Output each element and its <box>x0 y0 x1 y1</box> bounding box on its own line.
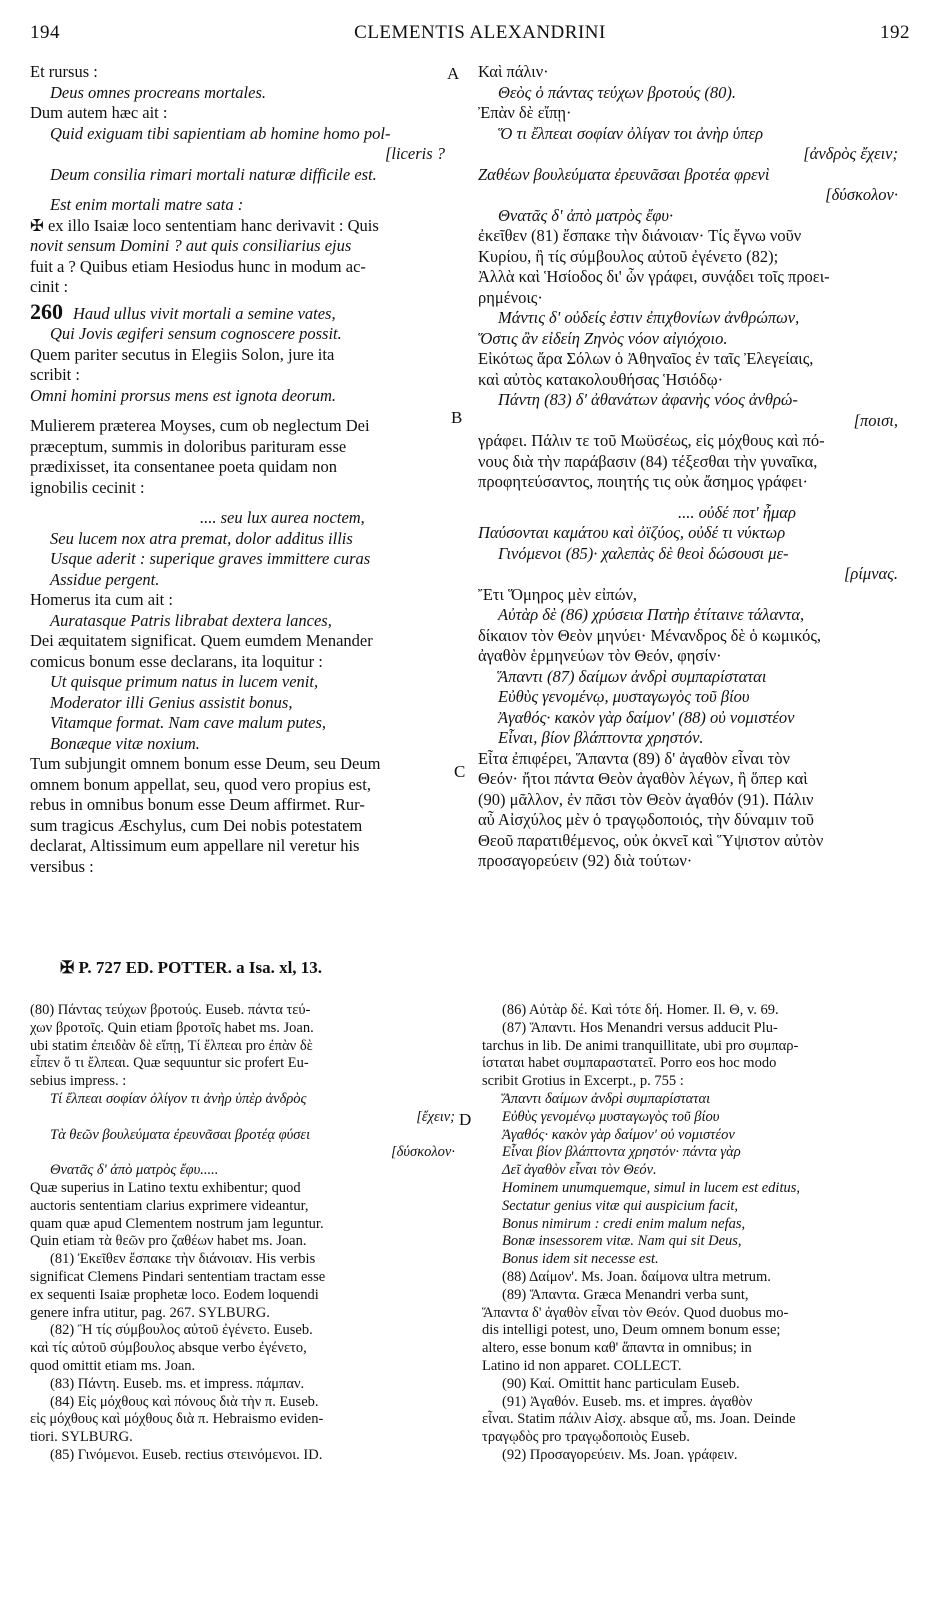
text-line: Ἀλλὰ καὶ Ἡσίοδος δι' ὧν γράφει, συνᾴδει τοῖς προει- <box>478 267 830 286</box>
text-line: comicus bonum esse declarans, ita loquitur : <box>30 651 323 671</box>
verse-line: Ζαθέων βουλεύματα ἐρευνᾶσαι βροτέα φρενὶ <box>478 164 770 184</box>
text-line: prædixisset, ita consentanee poeta quidam non <box>30 457 338 476</box>
verse-line: Θεὸς ὁ πάντας τεύχων βροτούς (80). <box>498 82 737 102</box>
text-line: (90) μᾶλλον, ἐν πᾶσι τὸν Θεὸν ἀγαθόν (91). Πάλιν <box>478 789 814 809</box>
verse-line: Ὅ τι ἔλπεαι σοφίαν ὀλίγαν τοι ἀνὴρ ὑπερ <box>498 123 763 143</box>
footnote-line: (82) Ἢ τίς σύμβουλος αὐτοῦ ἐγένετο. Euseb. <box>50 1322 313 1339</box>
verse-line: .... seu lux aurea noctem, <box>200 508 365 527</box>
text-line: versibus : <box>30 856 94 876</box>
verse-line: [δύσκολον· <box>825 185 898 204</box>
text-line: ignobilis cecinit : <box>30 477 145 497</box>
footnote-line: (91) Ἀγαθόν. Euseb. ms. et impres. ἀγαθὸν <box>502 1393 753 1410</box>
footnote-line: Latino id non apparet. COLLECT. <box>482 1357 682 1374</box>
footnote-line: (84) Εἰς μόχθους καὶ πόνους διὰ τὴν π. Euseb. <box>50 1393 319 1410</box>
text-line: γράφει. Πάλιν τε τοῦ Μωϋσέως, εἰς μόχθους καὶ πό- <box>478 431 825 450</box>
text-line: Et rursus : <box>30 62 98 81</box>
text-line: ρημένοις· <box>478 287 543 307</box>
verse-line: Usque aderit : superique graves immittere curas <box>50 549 371 568</box>
footnote-line: quod omittit etiam ms. Joan. <box>30 1357 196 1374</box>
text-line: ✠ ex illo Isaiæ loco sententiam hanc derivavit : Quis <box>30 215 379 235</box>
verse-line: Γινόμενοι (85)· χαλεπὰς δὲ θεοὶ δώσουσι με- <box>498 543 789 563</box>
footnote-verse: Τὰ θεῶν βουλεύματα ἐρευνᾶσαι βροτέᾳ φύσει <box>50 1126 311 1143</box>
verse-line: Bonæque vitæ noxium. <box>50 733 200 753</box>
footnote-verse: Sectatur genius vitæ qui auspicium facit, <box>502 1197 739 1214</box>
text-line: νους διὰ τὴν παράβασιν (84) τέξεσθαι τὴν γυναῖκα, <box>478 451 818 471</box>
verse-line: [ποισι, <box>853 410 898 430</box>
footnote-line: ex sequenti Isaiæ prophetæ loco. Eodem loquendi <box>30 1286 319 1303</box>
verse-line: Haud ullus vivit mortali a semine vates, <box>73 303 336 323</box>
footnote-verse: Θνατᾶς δ' ἀπὸ ματρὸς ἔφυ..... <box>50 1162 219 1179</box>
footnote-line: tarchus in lib. De animi tranquillitate, ubi pro συμπαρ- <box>482 1037 799 1054</box>
footnote-line: εἰς μόχθους καὶ μόχθους διὰ π. Hebraismo eviden- <box>30 1411 324 1428</box>
text-line: Θεοῦ παρατιθέμενος, οὐκ ὀκνεῖ καὶ Ὕψιστον αὐτὸν <box>478 830 824 850</box>
text-line: Εἶτα ἐπιφέρει, Ἅπαντα (89) δ' ἀγαθὸν εἶναι τὸν <box>478 748 790 768</box>
text-line: προσαγορεύειν (92) διὰ τούτων· <box>478 851 693 870</box>
footnote-verse: Bonæ insessorem vitæ. Nam qui sit Deus, <box>502 1233 742 1250</box>
page-number-left: 194 <box>30 22 60 43</box>
text-line: scribit : <box>30 365 80 384</box>
footnotes-left <box>30 1002 455 1465</box>
footnote-line: scribit Grotius in Excerpt., p. 755 : <box>482 1073 684 1090</box>
verse-line: Qui Jovis ægiferi sensum cognoscere possit. <box>50 324 342 343</box>
verse-line: Θνατᾶς δ' ἀπὸ ματρὸς ἔφυ· <box>498 205 674 225</box>
footnote-line: ubi statim ἐπειδὰν δὲ εἴπῃ, Τί ἔλπεαι pro ἐπὰν δὲ <box>30 1037 313 1054</box>
footnote-line: (83) Πάντη. Euseb. ms. et impress. πάμπαν. <box>50 1375 305 1392</box>
margin-marker-a: A <box>447 64 460 83</box>
text-line: Homerus ita cum ait : <box>30 590 173 609</box>
footnote-line: Quæ superius in Latino textu exhibentur; quod <box>30 1179 301 1196</box>
text-line: sum tragicus Æschylus, cum Dei nobis potestatem <box>30 815 363 835</box>
verse-line: Auratasque Patris librabat dextera lances, <box>50 610 332 630</box>
text-line: καὶ αὐτὸς κατακολουθήσας Ἡσιόδῳ· <box>478 369 724 389</box>
footnote-verse: Εὐθὺς γενομένῳ μυσταγωγὸς τοῦ βίου <box>502 1108 720 1125</box>
verse-line: Vitamque format. Nam cave malum putes, <box>50 713 327 732</box>
verse-line: [ρίμνας. <box>843 564 898 583</box>
verse-line: Deum consilia rimari mortali naturæ difficile est. <box>50 164 377 184</box>
footnotes-right <box>482 1002 902 1465</box>
footnote-line: altero, esse bonum καθ' ἅπαντα in omnibus; in <box>482 1340 752 1357</box>
text-line: ἐκεῖθεν (81) ἔσπακε τὴν διάνοιαν· Τίς ἔγνω νοῦν <box>478 226 802 245</box>
footnote-line: (81) Ἐκεῖθεν ἔσπακε τὴν διάνοιαν. His verbis <box>50 1251 316 1268</box>
footnote-line: εἶναι. Statim πάλιν Αἰσχ. absque αὖ, ms. Joan. Deinde <box>482 1411 796 1428</box>
footnote-verse: [ἔχειν; <box>416 1108 455 1125</box>
footnote-line: χων βροτοῖς. Quin etiam βροτοῖς habet ms. Joan. <box>30 1019 314 1036</box>
footnote-line: significat Clemens Pindari sententiam tractam esse <box>30 1268 326 1285</box>
greek-column <box>478 62 898 872</box>
verse-line: Εὐθὺς γενομένῳ, μυσταγωγὸς τοῦ βίου <box>498 687 750 706</box>
text-line: declarat, Altissimum eum appellare nil veretur his <box>30 836 360 855</box>
footnote-line: (90) Καί. Omittit hanc particulam Euseb. <box>502 1375 740 1392</box>
verse-line: Deus omnes procreans mortales. <box>50 82 267 102</box>
footnote-line: sebius impress. : <box>30 1073 127 1090</box>
footnote-verse: [δύσκολον· <box>391 1144 455 1161</box>
verse-line: Ἅπαντι (87) δαίμων ἀνδρὶ συμπαρίσταται <box>498 666 767 686</box>
footnote-line: καὶ τίς αὐτοῦ σύμβουλος absque verbo ἐγένετο, <box>30 1340 307 1357</box>
running-title: CLEMENTIS ALEXANDRINI <box>354 22 606 43</box>
verse-line: Ὅστις ἂν εἰδείη Ζηνὸς νόον αἰγιόχοιο. <box>478 328 728 348</box>
text-line: Dum autem hæc ait : <box>30 103 168 122</box>
text-line: Καὶ πάλιν· <box>478 62 549 81</box>
footnote-line: Quin etiam τὰ θεῶν pro ζαθέων habet ms. Joan. <box>30 1233 307 1250</box>
page-header <box>30 22 910 48</box>
footnote-verse: Εἶναι βίον βλάπτοντα χρηστόν· πάντα γὰρ <box>502 1144 741 1161</box>
footnote-verse: Hominem unumquemque, simul in lucem est editus, <box>502 1179 801 1196</box>
footnote-line: (85) Γινόμενοι. Euseb. rectius στεινόμενοι. ID. <box>50 1446 323 1463</box>
text-line: Κυρίου, ἢ τίς σύμβουλος αὐτοῦ ἐγένετο (82); <box>478 246 779 266</box>
text-line: προφητεύσαντος, ποιητής τις οὐκ ἄσημος γράφει· <box>478 472 808 491</box>
footnote-verse: Bonus nimirum : credi enim malum nefas, <box>502 1215 746 1232</box>
footnote-line: quam quæ apud Clementem nostrum jam leguntur. <box>30 1215 324 1232</box>
verse-line: Παύσονται καμάτου καὶ ὀϊζύος, οὐδέ τι νύκτωρ <box>478 523 786 542</box>
footnote-line: ίσταται habet συμπαραστατεῖ. Porro eos hoc modo <box>482 1055 777 1072</box>
text-line: fuit a ? Quibus etiam Hesiodus hunc in modum ac- <box>30 256 366 276</box>
verse-line: Est enim mortali matre sata : <box>50 195 244 214</box>
text-line: δίκαιον τὸν Θεὸν μηνύει· Μένανδρος δὲ ὁ κωμικός, <box>478 625 822 645</box>
text-line: Mulierem præterea Moyses, cum ob neglectum Dei <box>30 416 370 435</box>
footnote-line: (87) Ἅπαντι. Hos Menandri versus adducit Plu- <box>502 1019 778 1036</box>
verse-line: Πάντη (83) δ' ἀθανάτων ἀφανὴς νόος ἀνθρώ- <box>498 390 798 409</box>
verse-line: [ἀνδρὸς ἔχειν; <box>803 144 898 163</box>
verse-line: Ut quisque primum natus in lucem venit, <box>50 672 319 691</box>
verse-line: [liceris ? <box>384 144 445 163</box>
verse-line: Εἶναι, βίον βλάπτοντα χρηστόν. <box>498 728 704 747</box>
footnote-line: (86) Αὐτὰρ δέ. Καὶ τότε δή. Homer. Il. Θ, v. 69. <box>502 1002 779 1018</box>
footnote-line: Ἅπαντα δ' ἀγαθὸν εἶναι τὸν Θεόν. Quod duobus mo- <box>482 1304 789 1321</box>
text-line: Dei æquitatem significat. Quem eumdem Menander <box>30 631 373 650</box>
edition-reference: ✠ P. 727 ED. POTTER. a Isa. xl, 13. <box>60 958 323 977</box>
text-line: Θεόν· ἤτοι πάντα Θεὸν ἀγαθὸν λέγων, ἢ ὅπερ καὶ <box>478 769 808 788</box>
footnote-line: dis intelligi potest, uno, Deum omnem bonum esse; <box>482 1322 781 1339</box>
text-line: Ἐπὰν δὲ εἴπῃ· <box>478 103 572 122</box>
text-line: Ἔτι Ὅμηρος μὲν εἰπών, <box>478 584 638 604</box>
text-line: omnem bonum appellat, seu, quod vero propius est, <box>30 774 371 794</box>
margin-marker-b: B <box>451 408 463 427</box>
footnote-line: (88) Δαίμον'. Ms. Joan. δαίμονα ultra metrum. <box>502 1268 771 1285</box>
text-line: αὖ Αἰσχύλος μὲν ὁ τραγῳδοποιός, τὴν δύναμιν τοῦ <box>478 810 814 829</box>
verse-line: Ἀγαθός· κακὸν γὰρ δαίμον' (88) οὐ νομιστέον <box>498 707 795 727</box>
footnote-line: auctoris sententiam clarius exprimere videantur, <box>30 1197 309 1214</box>
footnote-line: (80) Πάντας τεύχων βροτούς. Euseb. πάντα τεύ- <box>30 1002 311 1018</box>
text-line: cinit : <box>30 277 69 296</box>
verse-line: Seu lucem nox atra premat, dolor additus illis <box>50 528 353 548</box>
margin-marker-c: C <box>454 762 466 781</box>
text-line: Εἰκότως ἄρα Σόλων ὁ Ἀθηναῖος ἐν ταῖς Ἐλεγείαις, <box>478 349 814 368</box>
page-number-right: 192 <box>880 22 910 43</box>
text-line: Quem pariter secutus in Elegiis Solon, jure ita <box>30 344 335 364</box>
verse-line: Moderator illi Genius assistit bonus, <box>50 692 293 712</box>
footnote-line: genere infra utitur, pag. 267. SYLBURG. <box>30 1304 270 1321</box>
footnote-line: tiori. SYLBURG. <box>30 1429 133 1446</box>
verse-line: Αὐτὰρ δὲ (86) χρύσεια Πατὴρ ἐτίταινε τάλαντα, <box>498 605 805 624</box>
text-line: rebus in omnibus bonum esse Deum affirmet. Rur- <box>30 795 365 814</box>
latin-column <box>30 62 445 877</box>
footnote-verse: Δεῖ ἀγαθὸν εἶναι τὸν Θεόν. <box>502 1162 657 1179</box>
footnote-verse: Ἀγαθός· κακὸν γὰρ δαίμον' οὐ νομιστέον <box>502 1126 735 1143</box>
footnote-verse: Τί ἔλπεαι σοφίαν ὀλίγον τι ἀνὴρ ὑπὲρ ἀνδρὸς <box>50 1090 307 1107</box>
verse-line: Assidue pergent. <box>50 569 160 589</box>
verse-line: Quid exiguam tibi sapientiam ab homine homo pol- <box>50 123 391 143</box>
section-number: 260 <box>30 298 63 324</box>
verse-line: Omni homini prorsus mens est ignota deorum. <box>30 385 337 405</box>
footnote-line: (92) Προσαγορεύειν. Ms. Joan. γράφειν. <box>502 1446 738 1463</box>
verse-line: .... οὐδέ ποτ' ἦμαρ <box>678 502 796 522</box>
margin-marker-d: D <box>459 1110 472 1129</box>
footnote-line: τραγῳδὸς pro τραγῳδοποιὸς Euseb. <box>482 1429 690 1446</box>
text-line: ἀγαθὸν ἑρμηνεύων τὸν Θεόν, φησίν· <box>478 646 722 665</box>
text-line: Tum subjungit omnem bonum esse Deum, seu Deum <box>30 754 381 773</box>
footnote-verse: Bonus idem sit necesse est. <box>502 1251 659 1268</box>
text-line: præceptum, summis in doloribus parituram esse <box>30 436 347 456</box>
verse-line: Μάντις δ' οὐδείς ἐστιν ἐπιχθονίων ἀνθρώπων, <box>498 308 800 327</box>
footnote-line: εἶπεν ὅ τι ἔλπεαι. Quæ sequuntur sic profert Eu- <box>30 1055 309 1072</box>
footnote-line: (89) Ἅπαντα. Græca Menandri verba sunt, <box>502 1286 749 1303</box>
text-line: novit sensum Domini ? aut quis consiliarius ejus <box>30 236 352 255</box>
footnote-verse: Ἅπαντι δαίμων ἀνδρὶ συμπαρίσταται <box>502 1090 711 1107</box>
